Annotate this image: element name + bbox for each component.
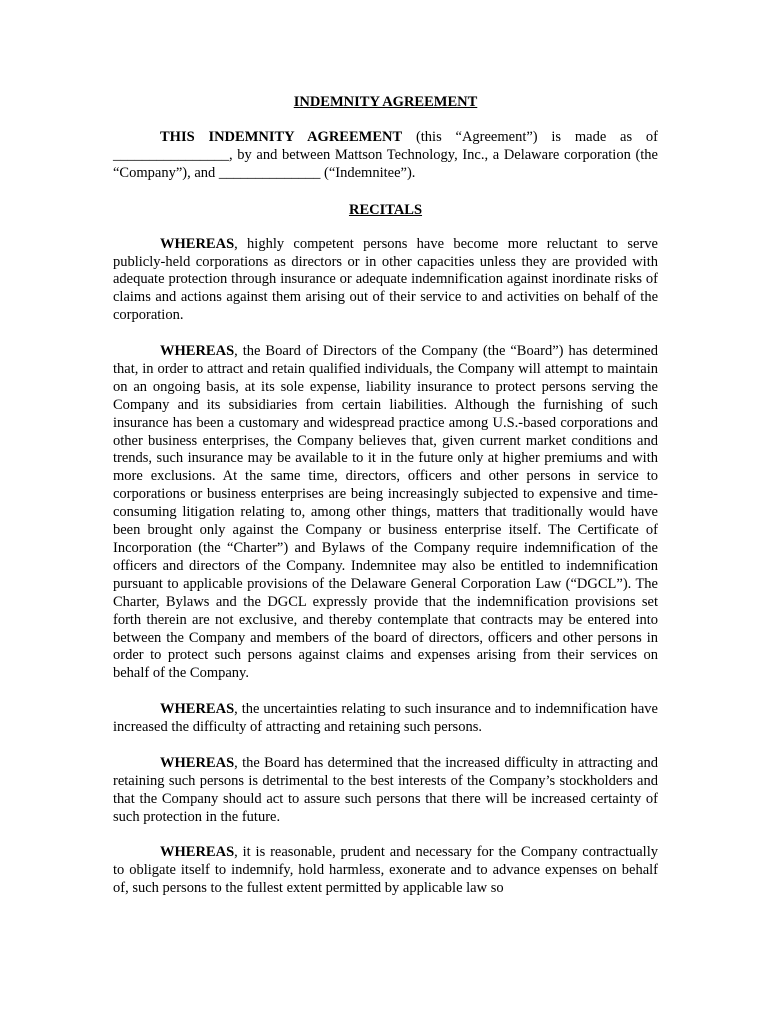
- recital-text: , the uncertainties relating to such insurance and to indemnification have increased the difficulty of attracting and retaining such persons.: [113, 701, 658, 736]
- recital-text: , it is reasonable, prudent and necessary for the Company contractually to obligate itself to indemnify, hold harmless, exonerate and to advance expenses on behalf of, such persons to the fullest extent permitted by applicable law so: [113, 844, 658, 897]
- intro-paragraph: [113, 129, 658, 183]
- recital-lead: WHEREAS: [160, 754, 235, 771]
- recital-text: , highly competent persons have become more reluctant to serve publicly-held corporations as directors or in other capacities unless they are provided with adequate protection through insurance or adequate indemnification against inordinate risks of claims and actions against them arising out of their service to and activities on behalf of the corporation.: [113, 235, 658, 324]
- recital-paragraph-1: [113, 236, 658, 326]
- recital-lead: WHEREAS: [160, 343, 235, 360]
- indemnitee-blank: ______________: [218, 164, 321, 181]
- intro-lead: THIS INDEMNITY AGREEMENT: [160, 129, 403, 145]
- recital-paragraph-4: [113, 755, 658, 827]
- document-title: INDEMNITY AGREEMENT: [293, 94, 478, 110]
- date-blank: ________________: [113, 146, 229, 163]
- recital-paragraph-5: [113, 844, 658, 898]
- intro-line1: (this “Agreement”) is made as of: [402, 129, 658, 145]
- recital-text: , the Board of Directors of the Company (the “Board”) has determined that, in order to attract and retain qualified individuals, the Company will attempt to maintain on an ongoing basis, at its sole expense, liability insurance to protect persons serving the Company and its subsidiaries from certain liabilities. Although the furnishing of such insurance has been a customary and widespread practice among U.S.-based corporations and other business enterprises, the Company believes that, given current market conditions and trends, such insurance may be available to it in the future only at higher premiums and with more exclusions. At the same time, directors, officers and other persons in service to corporations or business enterprises are being increasingly subjected to expensive and time-consuming litigation relating to, among other things, matters that traditionally would have been brought only against the Company or business enterprise itself. The Certificate of Incorporation (the “Charter”) and Bylaws of the Company require indemnification of the officers and directors of the Company. Indemnitee may also be entitled to indemnification pursuant to applicable provisions of the Delaware General Corporation Law (“DGCL”). The Charter, Bylaws and the DGCL expressly provide that the indemnification provisions set forth therein are not exclusive, and thereby contemplate that contracts may be entered into between the Company and members of the board of directors, officers and other persons in order to protect such persons against claims and expenses arising from their services on behalf of the Company.: [113, 343, 658, 682]
- recital-lead: WHEREAS: [160, 844, 235, 861]
- intro-line2: , by and between Mattson Technology, Inc., a Delaware corporation (the “Company”), and: [113, 146, 658, 181]
- recital-paragraph-3: [113, 701, 658, 737]
- recital-text: , the Board has determined that the increased difficulty in attracting and retaining such persons is detrimental to the best interests of the Company’s stockholders and that the Company should act to assure such persons that there will be increased certainty of such protection in the future.: [113, 754, 658, 825]
- intro-line3: (“Indemnitee”).: [320, 164, 416, 181]
- recital-paragraph-2: [113, 343, 658, 683]
- recital-lead: WHEREAS: [160, 235, 235, 252]
- recital-lead: WHEREAS: [160, 701, 235, 718]
- recitals-heading: RECITALS: [348, 201, 423, 218]
